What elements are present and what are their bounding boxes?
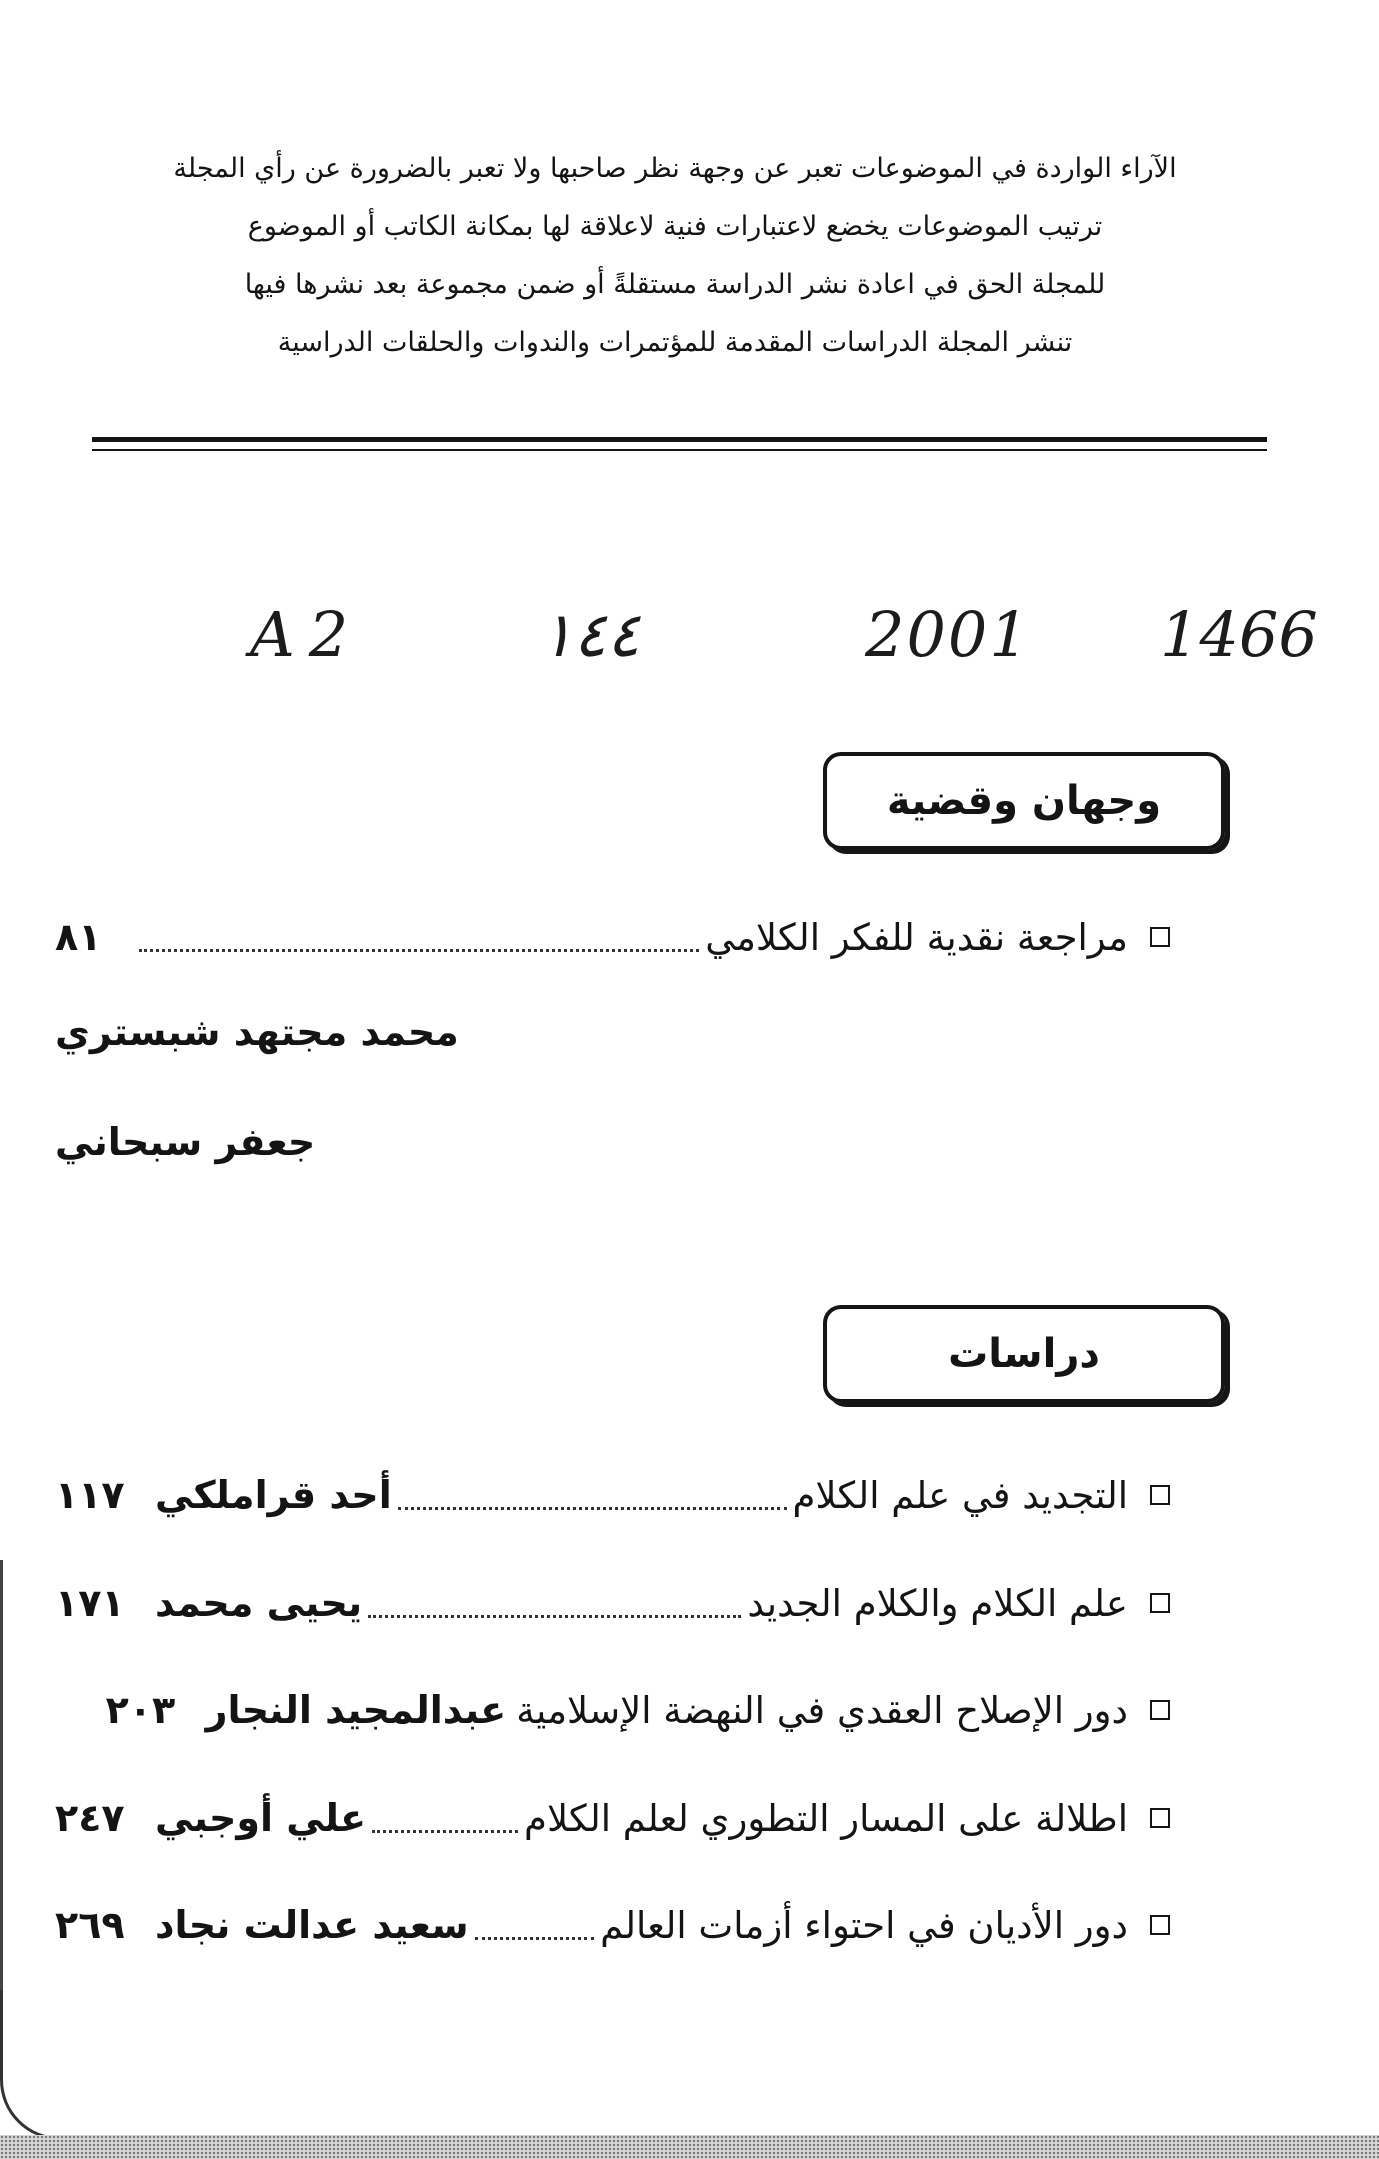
- dot-leader: [475, 1937, 595, 1940]
- checkbox-bullet-icon: [1150, 1915, 1170, 1935]
- entry-page-number: ٢٤٧: [55, 1796, 125, 1840]
- checkbox-bullet-icon: [1150, 1700, 1170, 1720]
- entry-author: أحد قراملكي: [155, 1473, 392, 1517]
- entry-page-number: ٢٠٣: [105, 1688, 176, 1732]
- contributor-name: جعفر سبحاني: [55, 1120, 316, 1164]
- dot-leader: [398, 1507, 787, 1510]
- scan-page-edge: [0, 1560, 3, 2000]
- entry-page-number: ١٧١: [55, 1581, 125, 1625]
- entry-author: عبدالمجيد النجار: [205, 1688, 507, 1732]
- section-heading-box: [823, 752, 1225, 850]
- entry-title: مراجعة نقدية للفكر الكلامي: [705, 915, 1128, 959]
- handwritten-catalogue-code: [250, 598, 1340, 698]
- checkbox-bullet-icon: [1150, 927, 1170, 947]
- dot-leader: [139, 949, 699, 952]
- entry-page-number: ١١٧: [55, 1473, 125, 1517]
- entry-title: علم الكلام والكلام الجديد: [747, 1581, 1128, 1625]
- entry-author: سعيد عدالت نجاد: [155, 1903, 469, 1947]
- entry-page-number: ٢٦٩: [55, 1903, 125, 1947]
- disclaimer-line: ترتيب الموضوعات يخضع لاعتبارات فنية لاعلاقة لها بمكانة الكاتب أو الموضوع: [247, 211, 1103, 242]
- scan-page-corner: [0, 1990, 60, 2140]
- entry-page-number: ٨١: [55, 915, 102, 959]
- entry-title: دور الإصلاح العقدي في النهضة الإسلامية: [516, 1688, 1128, 1732]
- checkbox-bullet-icon: [1150, 1808, 1170, 1828]
- dot-leader: [368, 1615, 741, 1618]
- entry-author: علي أوجبي: [155, 1796, 367, 1840]
- divider-thin: [92, 449, 1267, 451]
- checkbox-bullet-icon: [1150, 1485, 1170, 1505]
- toc-entry[interactable]: [55, 1568, 1170, 1638]
- contributor-name: محمد مجتهد شبستري: [55, 1010, 459, 1054]
- entry-author: يحيى محمد: [155, 1581, 363, 1625]
- toc-entry[interactable]: [55, 1675, 1170, 1745]
- dot-leader: [372, 1830, 518, 1833]
- disclaimer-block: [90, 140, 1260, 372]
- checkbox-bullet-icon: [1150, 1593, 1170, 1613]
- scan-bottom-edge: [0, 2135, 1379, 2159]
- toc-entry[interactable]: [55, 1890, 1170, 1960]
- toc-entry[interactable]: [55, 902, 1170, 972]
- section-heading: وجهان وقضية: [886, 778, 1162, 824]
- divider-thick: [92, 437, 1267, 442]
- entry-title: دور الأديان في احتواء أزمات العالم: [600, 1903, 1128, 1947]
- handwritten-code-part: 1466: [1160, 598, 1318, 671]
- entry-title: اطلالة على المسار التطوري لعلم الكلام: [524, 1796, 1128, 1840]
- section-heading: دراسات: [948, 1331, 1100, 1377]
- disclaimer-line: للمجلة الحق في اعادة نشر الدراسة مستقلةً أو ضمن مجموعة بعد نشرها فيها: [244, 269, 1106, 300]
- handwritten-code-part: 2001: [865, 598, 1031, 671]
- disclaimer-line: تنشر المجلة الدراسات المقدمة للمؤتمرات والندوات والحلقات الدراسية: [277, 327, 1073, 358]
- handwritten-code-part: ١٤٤: [540, 598, 640, 671]
- handwritten-code-part: A2: [250, 598, 363, 671]
- section-heading-box: [823, 1305, 1225, 1403]
- disclaimer-line: الآراء الواردة في الموضوعات تعبر عن وجهة نظر صاحبها ولا تعبر بالضرورة عن رأي المجلة: [173, 153, 1177, 184]
- toc-entry[interactable]: [55, 1460, 1170, 1530]
- entry-title: التجديد في علم الكلام: [792, 1473, 1128, 1517]
- toc-entry[interactable]: [55, 1783, 1170, 1853]
